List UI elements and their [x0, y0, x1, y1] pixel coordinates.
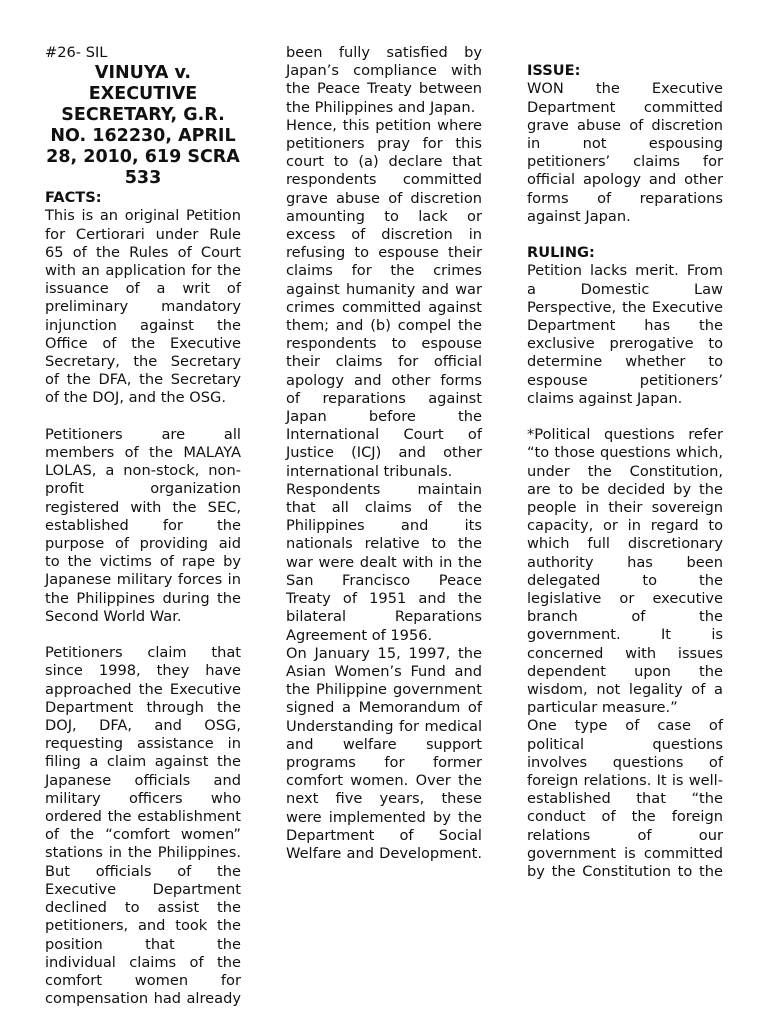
facts-paragraph-3: Petitioners claim that since 1998, they have approached the Executive Department through the DOJ, DFA, and OSG, requesting assistance in filing a claim against the Japanese officials and military officers who ordered the establishment of the “comfort women” stations in the Philippines. But officials of the Executive Department declined to assist the petitioners, and took the position that the individual claims of the comfort women for compensation had already [45, 644, 241, 1008]
ruling-paragraph-1: Petition lacks merit. From a Domestic Law Perspective, the Executive Department has the exclusive prerogative to determine whether to espouse petitioners’ claims against Japan. [527, 262, 723, 407]
case-number-label: #26- SIL [45, 44, 108, 61]
facts-paragraph-6: On January 15, 1997, the Asian Women’s Fund and the Philippine government signed a Memorandum of Understanding for medical and welfare support programs for former comfort women. Over the next five years, these were implemented by the Department of Social Welfare and Development. [286, 644, 482, 862]
text-column-3 [527, 44, 723, 881]
facts-paragraph-5: Respondents maintain that all claims of the Philippines and its nationals relative to the war were dealt with in the San Francisco Peace Treaty of 1951 and the bilateral Reparations Agreement of 1956. [286, 480, 482, 644]
facts-paragraph-3-continued: been fully satisfied by Japan’s compliance with the Peace Treaty between the Philippines and Japan. [286, 44, 482, 116]
ruling-heading: RULING: [527, 244, 595, 262]
text-column-2 [286, 44, 482, 863]
facts-paragraph-2: Petitioners are all members of the MALAYA LOLAS, a non-stock, non-profit organization registered with the SEC, established for the purpose of providing aid to the victims of rape by Japanese military forces in the Philippines during the Second World War. [45, 425, 241, 625]
text-column-1 [45, 44, 241, 1008]
ruling-paragraph-2: *Political questions refer “to those questions which, under the Constitution, are to be decided by the people in their sovereign capacity, or in regard to which full discretionary authority has been delegated to the legislative or executive branch of the government. It is concerned with issues dependent upon the wisdom, not legality of a particular measure.” [527, 426, 723, 717]
issue-text: WON the Executive Department committed grave abuse of discretion in not espousing petitioners’ claims for official apology and other forms of reparations against Japan. [527, 80, 723, 225]
ruling-paragraph-3: One type of case of political questions involves questions of foreign relations. It is well-established that “the conduct of the foreign relations of our government is committed by the Constitution to the [527, 717, 723, 881]
case-title: VINUYA v. EXECUTIVE SECRETARY, G.R. NO. 162230, APRIL 28, 2010, 619 SCRA 533 [46, 63, 240, 189]
facts-paragraph-1: This is an original Petition for Certiorari under Rule 65 of the Rules of Court with an application for the issuance of a writ of preliminary mandatory injunction against the Office of the Executive Secretary, the Secretary of the DFA, the Secretary of the DOJ, and the OSG. [45, 207, 241, 407]
issue-heading: ISSUE: [527, 62, 581, 80]
facts-paragraph-4: Hence, this petition where petitioners pray for this court to (a) declare that respondents committed grave abuse of discretion amounting to lack or excess of discretion in refusing to espouse their claims for the crimes against humanity and war crimes committed against them; and (b) compel the respondents to espouse their claims for official apology and other forms of reparations against Japan before the International Court of Justice (ICJ) and other international tribunals. [286, 116, 482, 480]
facts-heading: FACTS: [45, 189, 102, 207]
